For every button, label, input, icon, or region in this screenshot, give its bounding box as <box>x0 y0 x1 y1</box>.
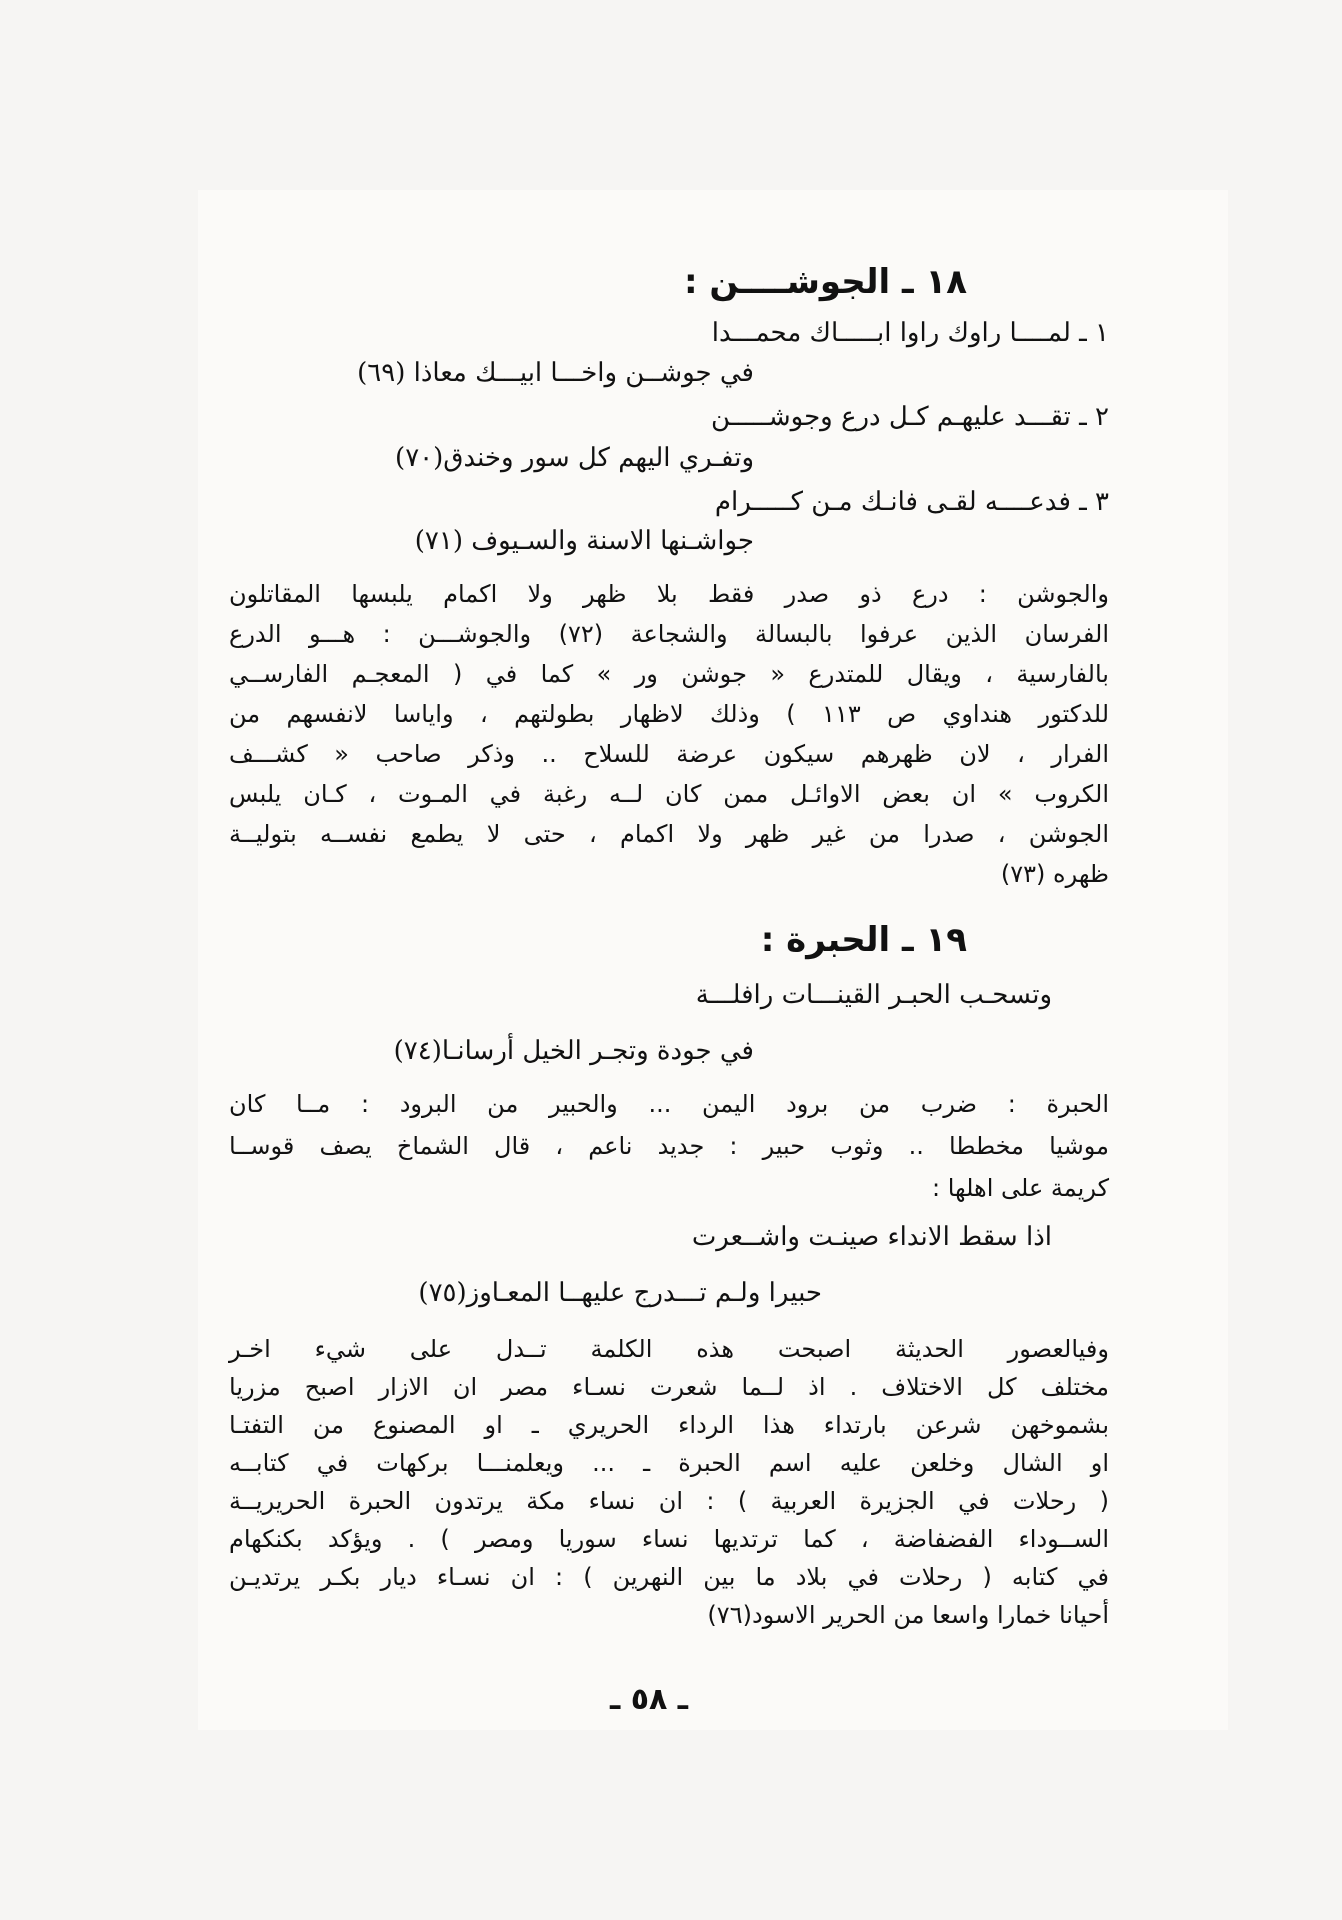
paragraph-line: وفيالعصور الحديثة اصبحت هذه الكلمة تــدل على شيء اخـر <box>229 1335 1109 1363</box>
section-19-paragraph-1 <box>229 1090 1109 1210</box>
verse-2-first-hemistich: ٢ ـ تقـــد عليهـم كـل درع وجوشـــــن <box>711 402 1109 432</box>
verse-1-first-hemistich: ١ ـ لمــــا راوك راوا ابـــــاك محمـــدا <box>711 318 1109 348</box>
verse-3-second-hemistich: جواشـنها الاسنة والسـيوف (٧١) <box>414 526 754 556</box>
section-19-paragraph-2 <box>229 1335 1109 1655</box>
paragraph-line: الفرار ، لان ظهرهم سيكون عرضة للسلاح .. وذكر صاحب « كشـــف <box>229 740 1109 768</box>
verse-2-second-hemistich: وتفـري اليهم كل سور وخندق(٧٠) <box>395 443 754 473</box>
section-19-heading: ١٩ ـ الحبرة : <box>760 920 967 960</box>
verse-4-second-hemistich: في جودة وتجـر الخيل أرسانـا(٧٤) <box>393 1036 754 1066</box>
paragraph-line: أحيانا خمارا واسعا من الحرير الاسود(٧٦) <box>707 1601 1109 1629</box>
paragraph-line: بشموخهن شرعن بارتداء هذا الرداء الحريري ـ او المصنوع من التفتـا <box>229 1411 1109 1439</box>
paragraph-line: كريمة على اهلها : <box>932 1174 1109 1202</box>
verse-1-second-hemistich: في جوشــن واخـــا ابيـــك معاذا (٦٩) <box>357 358 754 388</box>
verse-4-first-hemistich: وتسحـب الحبـر القينـــات رافلـــة <box>695 980 1052 1010</box>
paragraph-line: الكروب » ان بعض الاوائـل ممن كان لــه رغبة في المـوت ، كـان يلبس <box>229 780 1109 808</box>
paragraph-line: او الشال وخلعن عليه اسم الحبرة ـ ... ويعلمنـــا بركهات في كتابــه <box>229 1449 1109 1477</box>
paragraph-line: والجوشن : درع ذو صدر فقط بلا ظهر ولا اكمام يلبسها المقاتلون <box>229 580 1109 608</box>
paragraph-line: الجوشن ، صدرا من غير ظهر ولا اكمام ، حتى لا يطمع نفســه بتوليــة <box>229 820 1109 848</box>
verse-5-second-hemistich: حبيرا ولـم تـــدرج عليهــا المعـاوز(٧٥) <box>418 1278 822 1308</box>
paragraph-line: الفرسان الذين عرفوا بالبسالة والشجاعة (٧٢) والجوشـــن : هـــو الدرع <box>229 620 1109 648</box>
paragraph-line: في كتابه ( رحلات في بلاد ما بين النهرين ) : ان نسـاء ديار بكـر يرتديـن <box>229 1563 1109 1591</box>
verse-3-first-hemistich: ٣ ـ فدعــــه لقـى فانـك مـن كـــــرام <box>714 487 1109 517</box>
paragraph-line: ظهره (٧٣) <box>1000 860 1109 888</box>
page-number: ـ ٥٨ ـ <box>610 1682 689 1717</box>
verse-5-first-hemistich: اذا سقط الانداء صينـت واشــعرت <box>691 1222 1052 1252</box>
paragraph-line: الســوداء الفضفاضة ، كما ترتديها نساء سوريا ومصر ) . ويؤكد بكنكهام <box>229 1525 1109 1553</box>
paragraph-line: بالفارسية ، ويقال للمتدرع « جوشن ور » كما في ( المعجـم الفارســي <box>229 660 1109 688</box>
section-18-paragraph <box>229 580 1109 900</box>
section-18-heading: ١٨ ـ الجوشــــن : <box>683 262 967 302</box>
paragraph-line: الحبرة : ضرب من برود اليمن ... والحبير من البرود : مــا كان <box>229 1090 1109 1118</box>
paragraph-line: للدكتور هنداوي ص ١١٣ ) وذلك لاظهار بطولتهم ، واياسا لانفسهم من <box>229 700 1110 728</box>
paragraph-line: مختلف كل الاختلاف . اذ لــما شعرت نسـاء مصر ان الازار اصبح مزريا <box>229 1373 1109 1401</box>
paragraph-line: موشيا مخططا .. وثوب حبير : جديد ناعم ، قال الشماخ يصف قوســا <box>229 1132 1109 1160</box>
paragraph-line: ( رحلات في الجزيرة العربية ) : ان نساء مكة يرتدون الحبرة الحريريــة <box>229 1487 1109 1515</box>
